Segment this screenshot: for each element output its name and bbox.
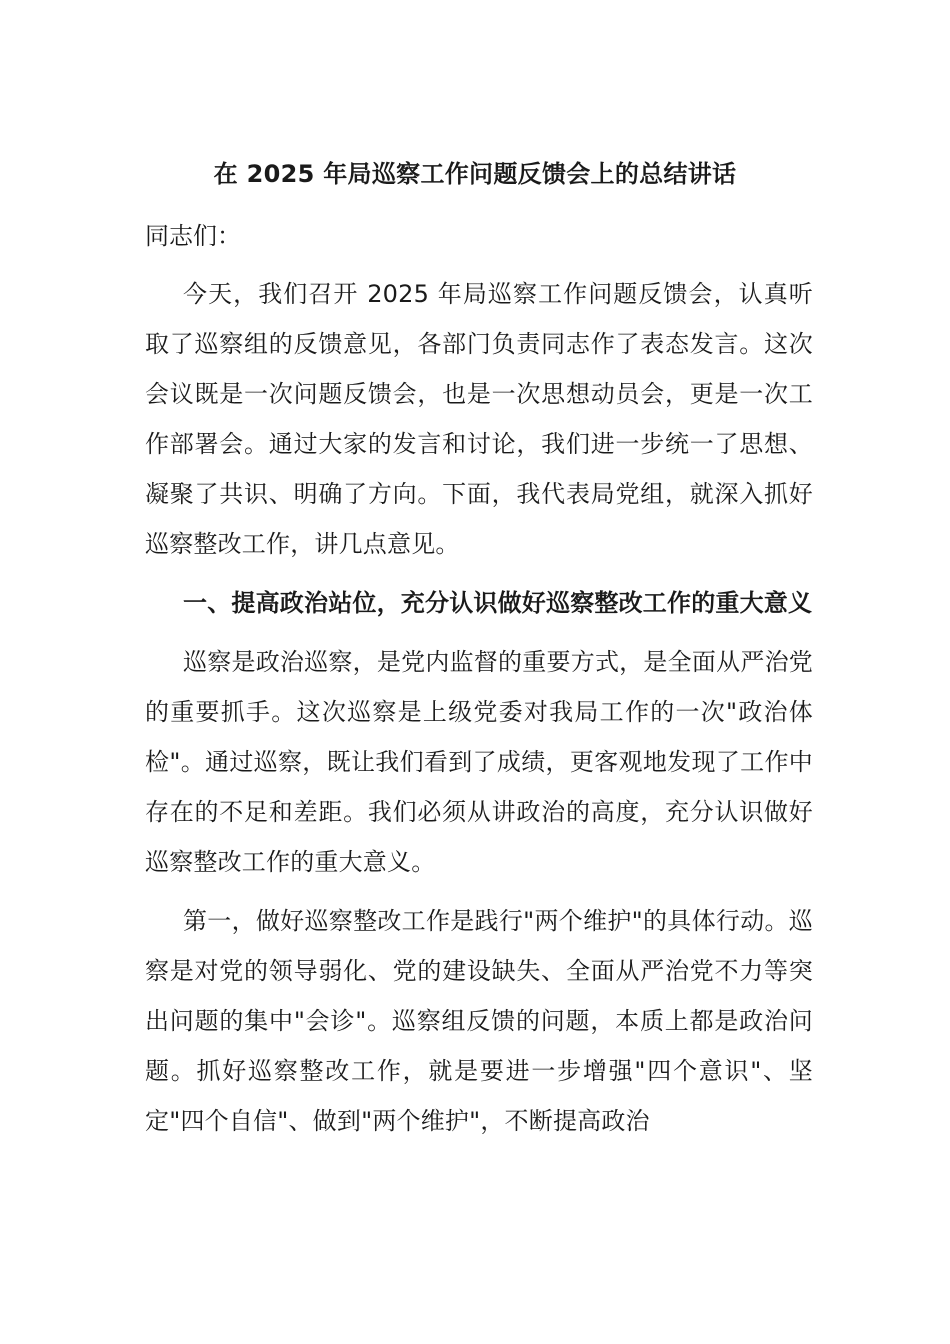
salutation: 同志们：	[145, 222, 241, 250]
document-title: 在 2025 年局巡察工作问题反馈会上的总结讲话	[213, 160, 737, 188]
paragraph-opening: 今天，我们召开 2025 年局巡察工作问题反馈会，认真听取了巡察组的反馈意见，各部门负责同志作了表态发言。这次会议既是一次问题反馈会，也是一次思想动员会，更是一次工作部署会。通过大家的发言和讨论，我们进一步统一了思想、凝聚了共识、明确了方向。下面，我代表局党组，就深入抓好巡察整改工作，讲几点意见。	[145, 280, 813, 558]
document-body	[145, 269, 813, 1155]
paragraph-point-1: 第一，做好巡察整改工作是践行"两个维护"的具体行动。巡察是对党的领导弱化、党的建设缺失、全面从严治党不力等突出问题的集中"会诊"。巡察组反馈的问题，本质上都是政治问题。抓好巡察整改工作，就是要进一步增强"四个意识"、坚定"四个自信"、做到"两个维护"，不断提高政治	[145, 907, 813, 1135]
paragraph-section-1-intro: 巡察是政治巡察，是党内监督的重要方式，是全面从严治党的重要抓手。这次巡察是上级党委对我局工作的一次"政治体检"。通过巡察，既让我们看到了成绩，更客观地发现了工作中存在的不足和差距。我们必须从讲政治的高度，充分认识做好巡察整改工作的重大意义。	[145, 648, 813, 876]
section-heading-1: 一、提高政治站位，充分认识做好巡察整改工作的重大意义	[183, 589, 813, 617]
